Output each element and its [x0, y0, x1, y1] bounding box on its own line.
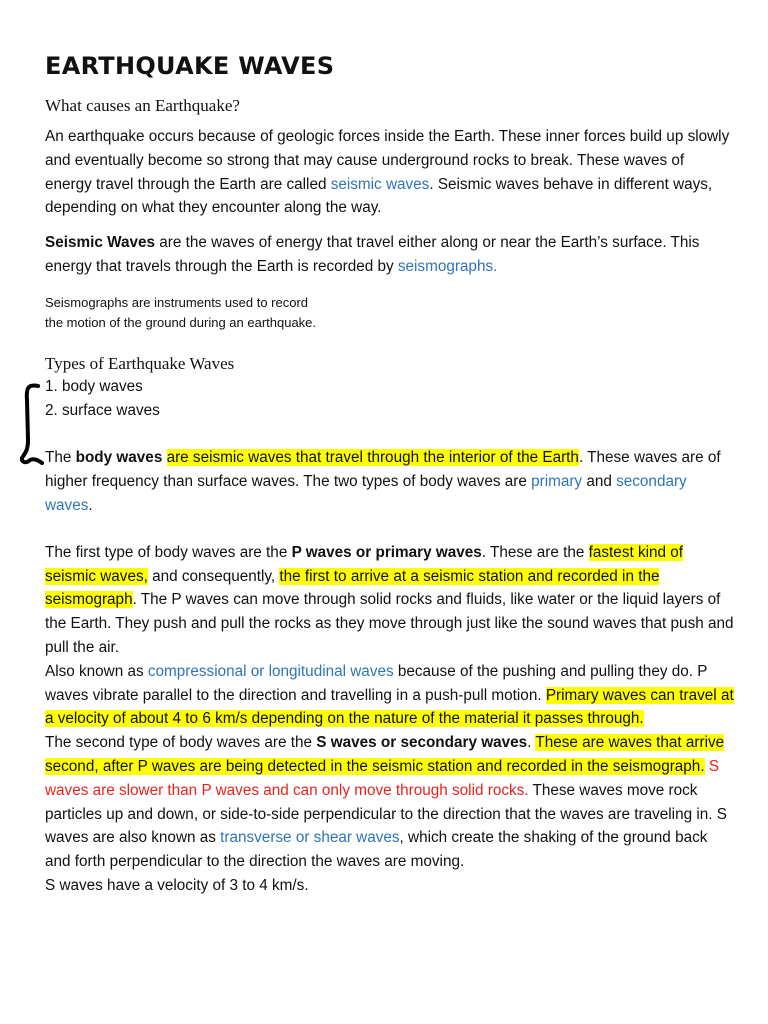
document-page: [45, 50, 735, 898]
highlight: Primary waves can travel at a velocity of about 4 to 6 km/s depending on the nature of the material it passes through.: [45, 686, 734, 728]
paragraph-s-waves: The second type of body waves are the S waves or secondary waves. These are waves that arrive second, after P waves are being detected in the seismic station and recorded in the seismograph. S waves are slower than P waves and can only move through solid rocks. These waves move rock particles up and down, or side-to-side perpendicular to the direction that the waves are traveling in. S waves are also known as transverse or shear waves, which create the shaking of the ground back and forth perpendicular to the direction the waves are moving.: [45, 734, 727, 871]
primary-link[interactable]: primary: [531, 473, 583, 491]
list-item: 1. body waves: [45, 377, 143, 395]
paragraph-body-waves: The body waves are seismic waves that travel through the interior of the Earth. These waves are of higher frequency than surface waves. The two types of body waves are primary and secondary waves.: [45, 449, 721, 514]
highlight: the first to arrive at a seismic station and recorded in the seismograph: [45, 567, 660, 609]
seismic-waves-link[interactable]: seismic waves: [330, 175, 430, 193]
red-text: S waves are slower than P waves and can only move through solid rocks.: [45, 757, 720, 799]
secondary-waves-link[interactable]: secondary waves: [45, 473, 687, 514]
section-heading-causes: What causes an Earthquake?: [45, 96, 240, 115]
section-heading-types: Types of Earthquake Waves: [45, 353, 235, 373]
paragraph-causes: An earthquake occurs because of geologic forces inside the Earth. These inner forces build up slowly and eventually become so strong that may cause underground rocks to break. These waves of energy travel through the Earth are called seismic waves. Seismic waves behave in different ways, depending on what they encounter along the way.: [45, 128, 730, 217]
transverse-waves-link[interactable]: transverse or shear waves: [220, 829, 400, 847]
compressional-waves-link[interactable]: compressional or longitudinal waves: [147, 662, 394, 680]
paragraph-seismic-waves: Seismic Waves are the waves of energy that travel either along or near the Earth’s surface. This energy that travels through the Earth is recorded by seismographs.: [45, 234, 700, 275]
page-title: EARTHQUAKE WAVES: [45, 52, 335, 80]
paragraph-p-waves-also: Also known as compressional or longitudinal waves because of the pushing and pulling they do. P waves vibrate parallel to the direction and travelling in a push-pull motion. Primary waves can travel at a velocity of about 4 to 6 km/s depending on the nature of the material it passes through.: [45, 662, 734, 728]
list-item: 2. surface waves: [45, 401, 160, 419]
highlight: are seismic waves that travel through the interior of the Earth: [166, 449, 579, 467]
paragraph-p-waves: The first type of body waves are the P waves or primary waves. These are the fastest kind of seismic waves, and consequently, the first to arrive at a seismic station and recorded in the seismograph. The P waves can move through solid rocks and fluids, like water or the liquid layers of the Earth. They push and pull the rocks as they move through just like the sound waves that push and pull the air.: [45, 543, 734, 656]
highlight: These are waves that arrive second, after P waves are being detected in the seismic station and recorded in the seismograph.: [45, 734, 725, 775]
handwritten-bracket-icon: [16, 380, 44, 480]
seismograph-note: Seismographs are instruments used to record the motion of the ground during an earthquake.: [45, 294, 317, 330]
s-waves-velocity: S waves have a velocity of 3 to 4 km/s.: [45, 876, 309, 894]
seismographs-link[interactable]: seismographs.: [397, 257, 498, 275]
highlight: fastest kind of seismic waves,: [45, 543, 684, 585]
